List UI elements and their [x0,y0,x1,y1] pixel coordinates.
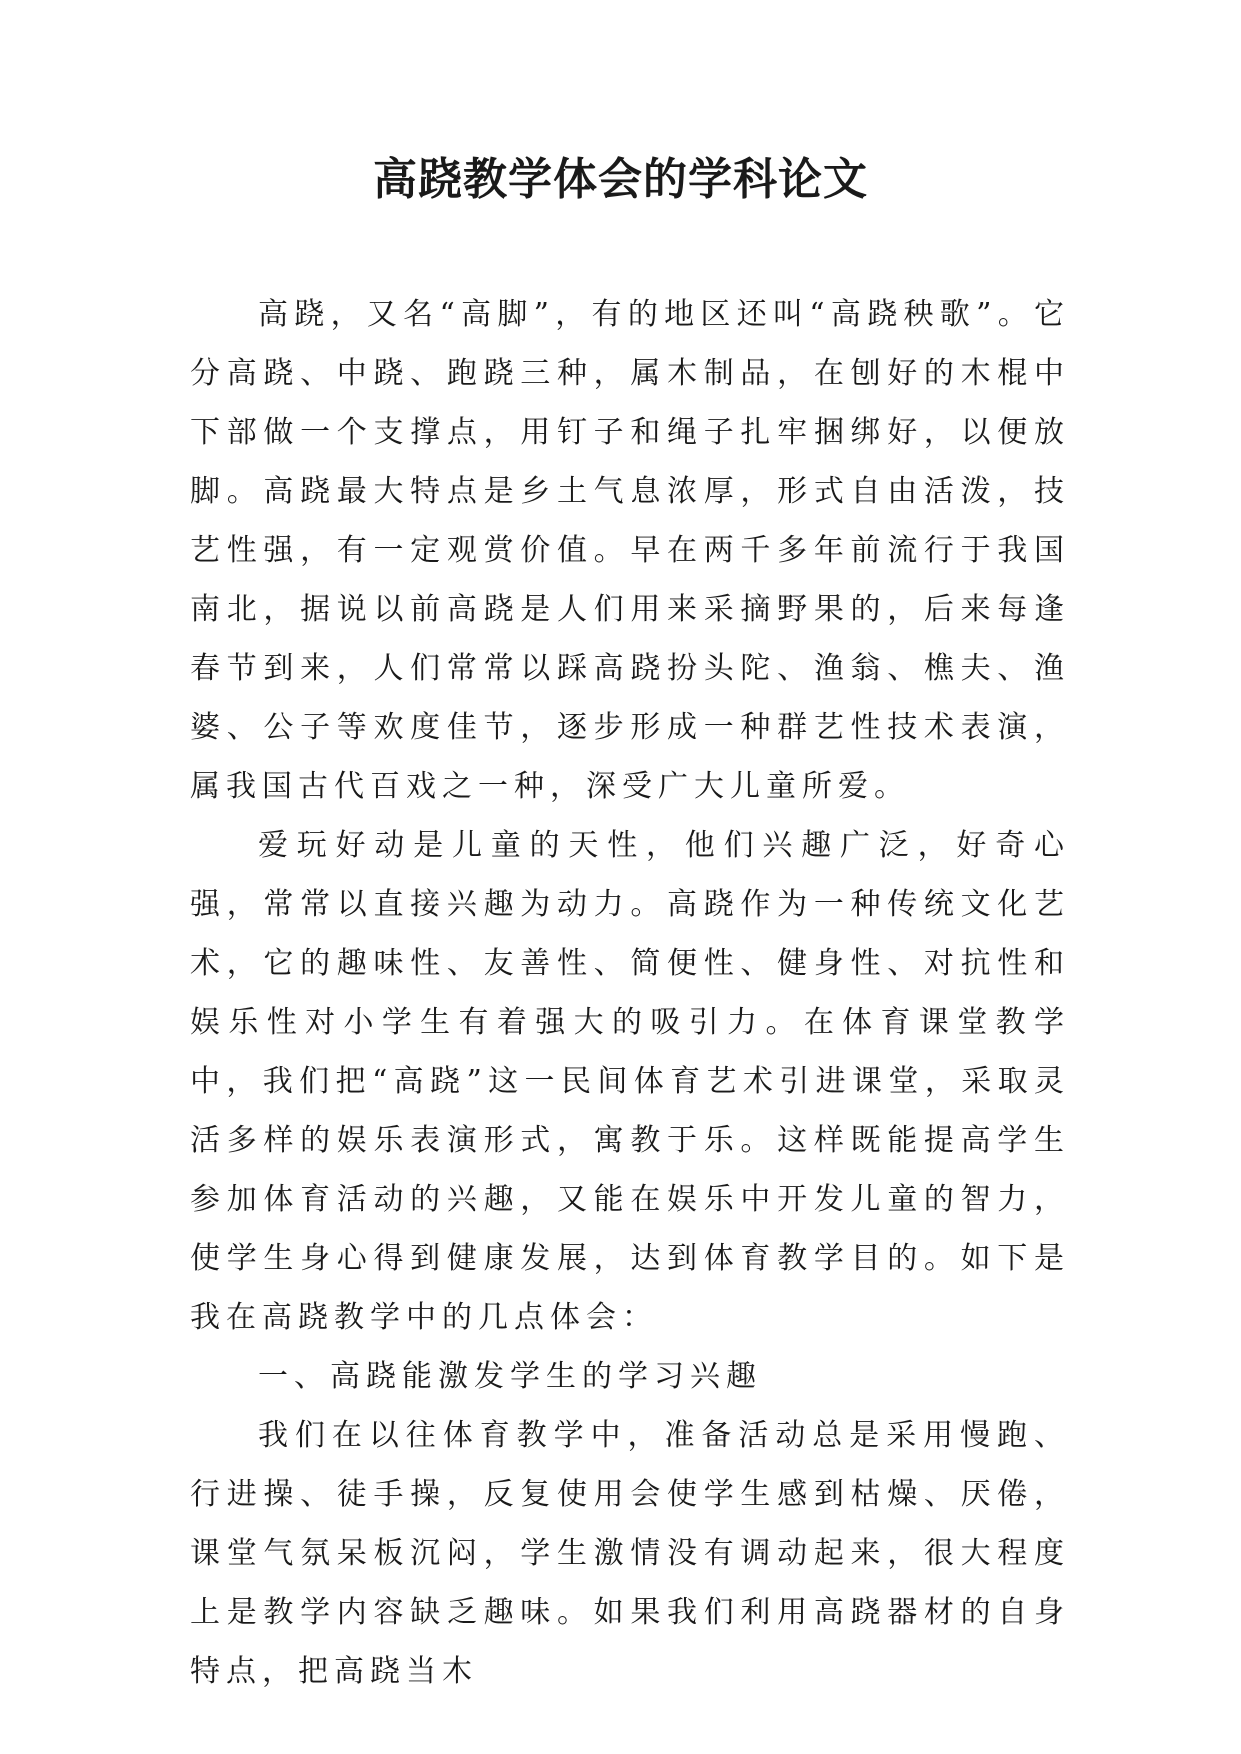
paragraph-intro: 高跷，又名“高脚”，有的地区还叫“高跷秧歌”。它分高跷、中跷、跑跷三种，属木制品，在刨好的木棍中下部做一个支撑点，用钉子和绳子扎牢捆绑好，以便放脚。高跷最大特点是乡土气息浓厚，形式自由活泼，技艺性强，有一定观赏价值。早在两千多年前流行于我国南北，据说以前高跷是人们用来采摘野果的，后来每逢春节到来，人们常常以踩高跷扮头陀、渔翁、樵夫、渔婆、公子等欢度佳节，逐步形成一种群艺性技术表演，属我国古代百戏之一种，深受广大儿童所爱。 [190,297,1070,804]
document-title: 高跷教学体会的学科论文 [373,154,868,205]
paragraph-section-1: 我们在以往体育教学中，准备活动总是采用慢跑、行进操、徒手操，反复使用会使学生感到枯燥、厌倦，课堂气氛呆板沉闷，学生激情没有调动起来，很大程度上是教学内容缺乏趣味。如果我们利用高跷器材的自身特点，把高跷当木 [190,1418,1070,1689]
document-body [190,285,1070,1701]
paragraph-children-interest: 爱玩好动是儿童的天性，他们兴趣广泛，好奇心强，常常以直接兴趣为动力。高跷作为一种传统文化艺术，它的趣味性、友善性、简便性、健身性、对抗性和娱乐性对小学生有着强大的吸引力。在体育课堂教学中，我们把“高跷”这一民间体育艺术引进课堂，采取灵活多样的娱乐表演形式，寓教于乐。这样既能提高学生参加体育活动的兴趣，又能在娱乐中开发儿童的智力，使学生身心得到健康发展，达到体育教学目的。如下是我在高跷教学中的几点体会： [190,828,1070,1335]
section-heading-1: 一、高跷能激发学生的学习兴趣 [258,1359,762,1394]
